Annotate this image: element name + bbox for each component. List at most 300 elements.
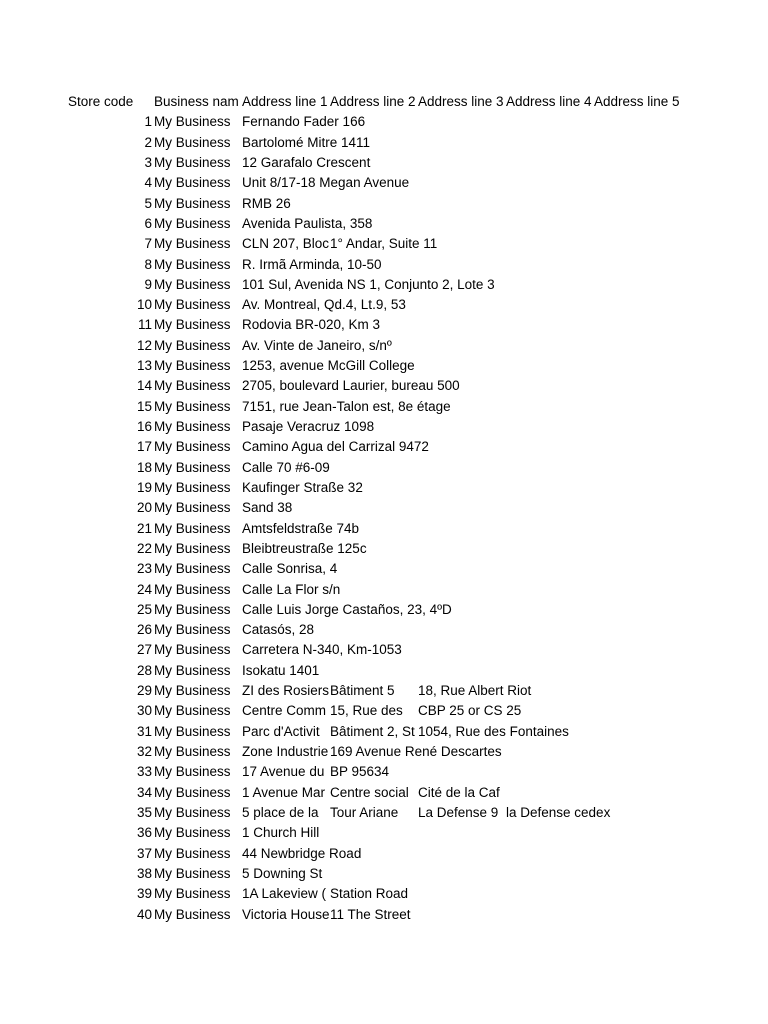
address-cell[interactable] (330, 559, 418, 579)
address-cell[interactable] (506, 783, 594, 803)
address-cell[interactable] (506, 173, 594, 193)
address-cell[interactable]: Centre Comm (242, 703, 327, 719)
address-cell[interactable] (506, 722, 594, 742)
address-cell[interactable] (594, 844, 734, 864)
table-row (66, 417, 756, 437)
store-code-cell[interactable]: 40 (136, 906, 152, 922)
address-cell[interactable]: Parc d'Activit (242, 723, 320, 739)
address-cell[interactable] (418, 600, 506, 620)
address-cell[interactable] (418, 580, 506, 600)
business-name-cell[interactable]: My Business (154, 500, 231, 516)
address-cell[interactable] (594, 173, 734, 193)
address-cell[interactable] (506, 539, 594, 559)
address-cell[interactable]: 2705, boulevard Laurier, bureau 500 (242, 378, 460, 394)
address-cell[interactable] (418, 234, 506, 254)
address-cell[interactable] (418, 173, 506, 193)
address-cell[interactable]: Calle La Flor s/n (242, 581, 341, 597)
address-cell[interactable] (418, 112, 506, 132)
address-cell[interactable] (594, 214, 734, 234)
address-cell[interactable] (594, 640, 734, 660)
business-name-cell[interactable]: My Business (154, 865, 231, 881)
address-cell[interactable]: Zone Industrie (242, 744, 329, 759)
business-name-cell[interactable]: My Business (154, 540, 231, 556)
address-cell[interactable] (506, 214, 594, 234)
address-cell[interactable] (594, 397, 734, 417)
store-code-cell[interactable]: 21 (136, 520, 152, 536)
address-cell[interactable] (330, 620, 418, 640)
address-cell[interactable] (594, 315, 734, 335)
address-cell[interactable] (506, 397, 594, 417)
address-cell[interactable] (330, 214, 418, 234)
address-cell[interactable]: Station Road (330, 886, 409, 902)
address-cell[interactable] (594, 194, 734, 214)
address-cell[interactable]: Calle Sonrisa, 4 (242, 561, 338, 577)
address-cell[interactable] (330, 397, 418, 417)
address-cell[interactable] (594, 112, 734, 132)
address-cell[interactable]: 7151, rue Jean-Talon est, 8e étage (242, 398, 451, 414)
address-cell[interactable] (506, 194, 594, 214)
address-cell[interactable] (506, 478, 594, 498)
column-header[interactable]: Store code (68, 94, 134, 109)
address-cell[interactable] (418, 539, 506, 559)
store-code-cell[interactable]: 17 (136, 439, 152, 455)
address-cell[interactable] (594, 336, 734, 356)
address-cell[interactable] (594, 803, 734, 823)
address-cell[interactable] (594, 275, 734, 295)
address-cell[interactable] (594, 133, 734, 153)
address-cell[interactable] (594, 417, 734, 437)
address-cell[interactable]: BP 95634 (330, 764, 390, 780)
address-cell[interactable] (330, 458, 418, 478)
address-cell[interactable]: 15, Rue des (330, 703, 403, 719)
business-name-cell[interactable]: My Business (154, 459, 231, 475)
table-row (66, 783, 756, 803)
address-cell[interactable] (506, 884, 594, 904)
store-code-cell[interactable]: 23 (136, 561, 152, 577)
address-cell[interactable] (330, 255, 418, 275)
address-cell[interactable]: Bâtiment 5 (330, 683, 395, 699)
address-cell[interactable] (330, 640, 418, 660)
address-cell[interactable] (418, 498, 506, 518)
address-cell[interactable]: Sand 38 (242, 500, 293, 516)
business-name-cell[interactable]: My Business (154, 479, 231, 495)
column-header[interactable]: Address line 4 (506, 94, 592, 109)
address-cell[interactable] (418, 478, 506, 498)
address-cell[interactable] (418, 620, 506, 640)
business-name-cell[interactable]: My Business (154, 297, 231, 313)
address-cell[interactable] (330, 336, 418, 356)
address-cell[interactable]: 1 Church Hill (242, 825, 320, 841)
business-name-cell[interactable]: My Business (154, 642, 231, 658)
business-name-cell[interactable]: My Business (154, 723, 231, 739)
address-cell[interactable]: Tour Ariane (330, 804, 399, 820)
address-cell[interactable] (594, 478, 734, 498)
address-cell[interactable]: Victoria House (242, 906, 330, 922)
address-cell[interactable] (418, 762, 506, 782)
address-cell[interactable] (506, 681, 594, 701)
address-cell[interactable]: 101 Sul, Avenida NS 1, Conjunto 2, Lote 3 (242, 276, 495, 292)
address-cell[interactable]: Bâtiment 2, St (330, 723, 415, 739)
business-name-cell[interactable]: My Business (154, 154, 231, 170)
address-cell[interactable] (594, 884, 734, 904)
table-row (66, 234, 756, 254)
address-cell[interactable] (594, 255, 734, 275)
column-header[interactable]: Business nam (154, 94, 239, 109)
address-cell[interactable] (594, 519, 734, 539)
address-cell[interactable] (418, 295, 506, 315)
address-cell[interactable] (594, 356, 734, 376)
address-cell[interactable] (330, 823, 418, 843)
address-cell[interactable] (506, 498, 594, 518)
address-cell[interactable] (594, 783, 734, 803)
address-cell[interactable] (418, 315, 506, 335)
address-cell[interactable] (506, 559, 594, 579)
address-cell[interactable]: Av. Montreal, Qd.4, Lt.9, 53 (242, 297, 406, 313)
address-cell[interactable] (418, 153, 506, 173)
business-name-cell[interactable]: My Business (154, 276, 231, 292)
address-cell[interactable] (330, 173, 418, 193)
store-code-cell[interactable]: 10 (136, 297, 152, 313)
address-cell[interactable] (506, 905, 594, 925)
address-cell[interactable] (506, 823, 594, 843)
column-header[interactable]: Address line 3 (418, 94, 504, 109)
address-cell[interactable] (330, 437, 418, 457)
store-code-cell[interactable]: 27 (136, 642, 152, 658)
address-cell[interactable] (418, 823, 506, 843)
table-row (66, 173, 756, 193)
store-code-cell[interactable]: 29 (136, 683, 152, 699)
store-code-cell[interactable]: 7 (144, 236, 152, 252)
store-code-cell[interactable]: 39 (136, 886, 152, 902)
store-code-cell[interactable]: 31 (136, 723, 152, 739)
address-cell[interactable] (418, 336, 506, 356)
business-name-cell[interactable]: My Business (154, 825, 231, 841)
store-code-cell[interactable]: 37 (136, 845, 152, 861)
table-row (66, 762, 756, 782)
address-cell[interactable] (330, 539, 418, 559)
business-name-cell[interactable]: My Business (154, 804, 231, 820)
column-header[interactable]: Address line 5 (594, 94, 680, 109)
address-cell[interactable] (418, 194, 506, 214)
business-name-cell[interactable]: My Business (154, 134, 231, 150)
address-cell[interactable] (330, 133, 418, 153)
address-cell[interactable] (506, 762, 594, 782)
address-cell[interactable] (418, 661, 506, 681)
address-cell[interactable] (330, 275, 418, 295)
address-cell[interactable] (418, 255, 506, 275)
address-cell[interactable] (330, 194, 418, 214)
address-cell[interactable]: 169 Avenue René Descartes (330, 744, 502, 759)
address-cell[interactable] (594, 701, 734, 721)
address-cell[interactable]: CBP 25 or CS 25 (418, 703, 522, 719)
address-cell[interactable]: 1 Avenue Mar (242, 784, 326, 800)
address-cell[interactable]: La Defense 9 (418, 804, 499, 820)
address-cell[interactable]: 44 Newbridge Road (242, 845, 362, 861)
address-cell[interactable] (506, 112, 594, 132)
store-code-cell[interactable]: 34 (136, 784, 152, 800)
business-name-cell[interactable]: My Business (154, 744, 231, 759)
address-cell[interactable] (330, 417, 418, 437)
column-header[interactable]: Address line 2 (330, 94, 416, 109)
store-code-cell[interactable]: 36 (136, 825, 152, 841)
address-cell[interactable] (506, 275, 594, 295)
store-code-cell[interactable]: 12 (136, 337, 152, 353)
address-cell[interactable]: la Defense cedex (506, 804, 611, 820)
business-name-cell[interactable]: My Business (154, 337, 231, 353)
store-code-cell[interactable]: 24 (136, 581, 152, 597)
store-code-cell[interactable]: 30 (136, 703, 152, 719)
address-cell[interactable] (594, 458, 734, 478)
business-name-cell[interactable]: My Business (154, 378, 231, 394)
store-code-cell[interactable]: 26 (136, 622, 152, 638)
address-cell[interactable]: 1° Andar, Suite 11 (330, 236, 438, 252)
address-cell[interactable]: Bleibtreustraße 125c (242, 540, 367, 556)
address-cell[interactable] (594, 905, 734, 925)
address-cell[interactable] (594, 376, 734, 396)
business-name-cell[interactable]: My Business (154, 175, 231, 191)
store-code-cell[interactable]: 11 (137, 317, 152, 333)
business-name-cell[interactable]: My Business (154, 906, 231, 922)
store-code-cell[interactable]: 28 (136, 662, 152, 678)
address-cell[interactable] (506, 255, 594, 275)
business-name-cell[interactable]: My Business (154, 520, 231, 536)
address-cell[interactable] (330, 498, 418, 518)
store-code-cell[interactable]: 16 (136, 419, 152, 434)
store-code-cell[interactable]: 13 (136, 358, 152, 374)
business-name-cell[interactable]: My Business (154, 236, 231, 252)
address-cell[interactable] (594, 620, 734, 640)
address-cell[interactable]: 17 Avenue du (242, 764, 325, 780)
address-cell[interactable] (594, 661, 734, 681)
address-cell[interactable] (506, 844, 594, 864)
store-code-cell[interactable]: 38 (136, 865, 152, 881)
address-cell[interactable] (418, 397, 506, 417)
address-cell[interactable] (594, 234, 734, 254)
address-cell[interactable] (418, 437, 506, 457)
store-code-cell[interactable]: 18 (136, 459, 152, 475)
business-name-cell[interactable]: My Business (154, 703, 231, 719)
address-cell[interactable] (506, 153, 594, 173)
address-cell[interactable] (418, 133, 506, 153)
address-cell[interactable] (594, 580, 734, 600)
address-cell[interactable] (506, 295, 594, 315)
address-cell[interactable]: Unit 8/17-18 Megan Avenue (242, 175, 410, 191)
store-code-cell[interactable]: 6 (144, 215, 152, 231)
address-cell[interactable] (330, 376, 418, 396)
address-cell[interactable]: R. Irmã Arminda, 10-50 (242, 256, 382, 272)
address-cell[interactable] (594, 295, 734, 315)
address-cell[interactable] (418, 214, 506, 234)
address-cell[interactable]: Rodovia BR-020, Km 3 (242, 317, 381, 333)
address-cell[interactable] (506, 600, 594, 620)
address-cell[interactable]: Bartolomé Mitre 1411 (242, 134, 371, 150)
business-name-cell[interactable]: My Business (154, 439, 231, 455)
store-code-cell[interactable]: 15 (136, 398, 152, 414)
store-code-cell[interactable]: 32 (136, 744, 152, 759)
business-name-cell[interactable]: My Business (154, 256, 231, 272)
address-cell[interactable] (418, 640, 506, 660)
business-name-cell[interactable]: My Business (154, 358, 231, 374)
address-cell[interactable] (506, 458, 594, 478)
address-cell[interactable]: Cité de la Caf (418, 784, 500, 800)
store-code-cell[interactable]: 4 (144, 175, 152, 191)
address-cell[interactable] (418, 864, 506, 884)
address-cell[interactable]: RMB 26 (242, 195, 291, 211)
address-cell[interactable] (506, 620, 594, 640)
address-cell[interactable]: 1A Lakeview ( (242, 886, 327, 902)
address-cell[interactable]: CLN 207, Bloc (242, 236, 330, 252)
address-cell[interactable] (594, 437, 734, 457)
address-cell[interactable]: Fernando Fader 166 (242, 114, 366, 130)
address-cell[interactable] (594, 722, 734, 742)
address-cell[interactable]: Kaufinger Straße 32 (242, 479, 363, 495)
address-cell[interactable] (594, 559, 734, 579)
address-cell[interactable] (418, 458, 506, 478)
business-name-cell[interactable]: My Business (154, 601, 231, 617)
table-row (66, 884, 756, 904)
business-name-cell[interactable]: My Business (154, 419, 231, 434)
address-cell[interactable] (330, 600, 418, 620)
address-cell[interactable] (330, 356, 418, 376)
address-cell[interactable] (506, 315, 594, 335)
address-cell[interactable] (506, 580, 594, 600)
address-cell[interactable] (506, 742, 594, 762)
address-cell[interactable] (418, 519, 506, 539)
address-cell[interactable] (330, 519, 418, 539)
table-row (66, 620, 756, 640)
address-cell[interactable] (330, 315, 418, 335)
address-cell[interactable]: Calle 70 #6-09 (242, 459, 330, 475)
address-cell[interactable] (506, 417, 594, 437)
business-name-cell[interactable]: My Business (154, 215, 231, 231)
address-cell[interactable]: 12 Garafalo Crescent (242, 154, 371, 170)
address-cell[interactable]: Isokatu 1401 (242, 662, 320, 678)
address-cell[interactable] (330, 295, 418, 315)
address-cell[interactable] (506, 864, 594, 884)
address-cell[interactable] (418, 742, 506, 762)
address-cell[interactable] (506, 376, 594, 396)
address-cell[interactable]: ZI des Rosiers (242, 683, 330, 699)
address-cell[interactable]: 5 Downing St (242, 865, 323, 881)
address-cell[interactable] (418, 417, 506, 437)
address-cell[interactable] (418, 559, 506, 579)
address-cell[interactable] (418, 905, 506, 925)
address-cell[interactable]: Centre social (330, 784, 409, 800)
address-cell[interactable] (594, 864, 734, 884)
address-cell[interactable]: Pasaje Veracruz 1098 (242, 419, 375, 434)
address-cell[interactable] (330, 864, 418, 884)
address-cell[interactable]: Carretera N-340, Km-1053 (242, 642, 402, 658)
business-name-cell[interactable]: My Business (154, 784, 231, 800)
address-cell[interactable] (594, 498, 734, 518)
business-name-cell[interactable]: My Business (154, 317, 231, 333)
store-code-cell[interactable]: 2 (144, 134, 152, 150)
business-name-cell[interactable]: My Business (154, 764, 231, 780)
address-cell[interactable] (330, 112, 418, 132)
address-cell[interactable] (418, 356, 506, 376)
address-cell[interactable] (506, 336, 594, 356)
business-name-cell[interactable]: My Business (154, 195, 231, 211)
address-cell[interactable]: Avenida Paulista, 358 (242, 215, 373, 231)
table-row (66, 519, 756, 539)
address-cell[interactable]: 11 The Street (330, 906, 411, 922)
address-cell[interactable]: 18, Rue Albert Riot (418, 683, 532, 699)
address-cell[interactable] (506, 133, 594, 153)
address-cell[interactable] (506, 701, 594, 721)
business-name-cell[interactable]: My Business (154, 114, 231, 130)
address-cell[interactable] (330, 844, 418, 864)
address-cell[interactable] (330, 661, 418, 681)
address-cell[interactable] (418, 844, 506, 864)
address-cell[interactable] (506, 234, 594, 254)
address-cell[interactable] (506, 519, 594, 539)
address-cell[interactable] (506, 640, 594, 660)
address-cell[interactable] (594, 600, 734, 620)
address-cell[interactable] (418, 376, 506, 396)
address-cell[interactable]: Av. Vinte de Janeiro, s/nº (242, 337, 392, 353)
address-cell[interactable] (594, 153, 734, 173)
address-cell[interactable] (418, 275, 506, 295)
store-code-cell[interactable]: 5 (144, 195, 152, 211)
address-cell[interactable]: Calle Luis Jorge Castaños, 23, 4ºD (242, 601, 452, 617)
address-cell[interactable] (330, 580, 418, 600)
address-cell[interactable]: Catasós, 28 (242, 622, 315, 638)
column-header[interactable]: Address line 1 (242, 94, 328, 109)
store-code-cell[interactable]: 1 (144, 114, 152, 130)
table-row (66, 539, 756, 559)
store-code-cell[interactable]: 35 (136, 804, 152, 820)
store-code-cell[interactable]: 14 (136, 378, 152, 394)
business-name-cell[interactable]: My Business (154, 886, 231, 902)
store-code-cell[interactable]: 22 (136, 540, 152, 556)
address-cell[interactable] (506, 437, 594, 457)
address-cell[interactable]: Camino Agua del Carrizal 9472 (242, 439, 429, 455)
store-code-cell[interactable]: 25 (136, 601, 152, 617)
business-name-cell[interactable]: My Business (154, 662, 231, 678)
address-cell[interactable] (594, 762, 734, 782)
table-row (66, 640, 756, 660)
address-cell[interactable]: 1253, avenue McGill College (242, 358, 415, 374)
address-cell[interactable] (594, 539, 734, 559)
business-name-cell[interactable]: My Business (154, 622, 231, 638)
address-cell[interactable]: 1054, Rue des Fontaines (418, 723, 569, 739)
address-cell[interactable]: Amtsfeldstraße 74b (242, 520, 360, 536)
store-code-cell[interactable]: 20 (136, 500, 152, 516)
store-code-cell[interactable]: 9 (144, 276, 152, 292)
business-name-cell[interactable]: My Business (154, 561, 231, 577)
business-name-cell[interactable]: My Business (154, 398, 231, 414)
table-row (66, 844, 756, 864)
address-cell[interactable]: 5 place de la (242, 804, 319, 820)
address-cell[interactable] (594, 823, 734, 843)
address-cell[interactable] (506, 356, 594, 376)
table-row (66, 437, 756, 457)
business-name-cell[interactable]: My Business (154, 581, 231, 597)
address-cell[interactable] (594, 742, 734, 762)
address-cell[interactable] (330, 153, 418, 173)
store-code-cell[interactable]: 33 (136, 764, 152, 780)
store-code-cell[interactable]: 3 (144, 154, 152, 170)
address-cell[interactable] (594, 681, 734, 701)
address-cell[interactable] (506, 661, 594, 681)
table-row (66, 214, 756, 234)
store-code-cell[interactable]: 8 (144, 256, 152, 272)
business-name-cell[interactable]: My Business (154, 683, 231, 699)
address-cell[interactable] (418, 884, 506, 904)
address-cell[interactable] (330, 478, 418, 498)
store-code-cell[interactable]: 19 (136, 479, 152, 495)
business-name-cell[interactable]: My Business (154, 845, 231, 861)
